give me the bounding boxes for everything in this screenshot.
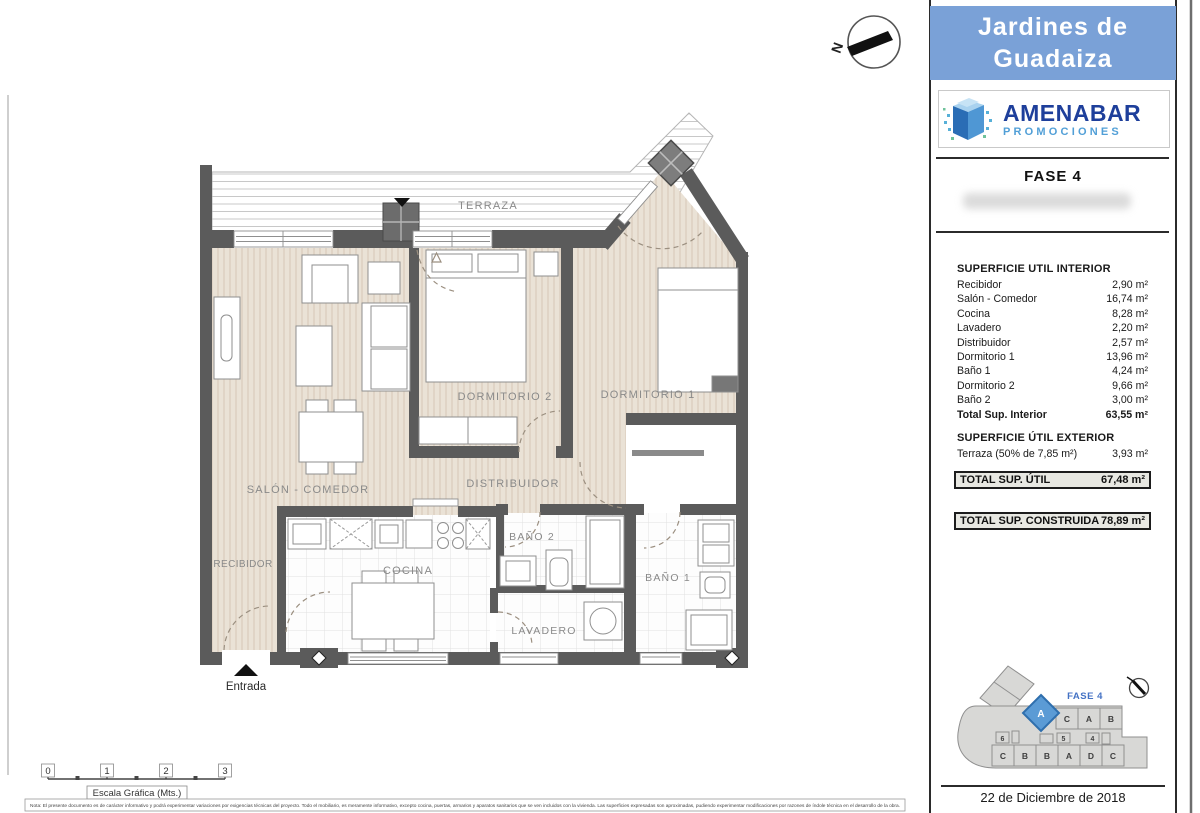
north-compass xyxy=(828,16,900,68)
room-label-dormitorio2: DORMITORIO 2 xyxy=(457,391,553,403)
total-construida-box xyxy=(954,512,1151,530)
row-label: Baño 1 xyxy=(957,365,991,378)
row-value: 16,74 m² xyxy=(1106,293,1148,306)
row-label: Salón - Comedor xyxy=(957,293,1038,306)
row-value: 2,57 m² xyxy=(1112,336,1148,349)
room-label-salon: SALÓN - COMEDOR xyxy=(246,484,370,496)
exterior-table-title: SUPERFICIE ÚTIL EXTERIOR xyxy=(957,432,1115,444)
table-row xyxy=(957,447,1148,461)
table-row xyxy=(957,336,1148,350)
unit-bottom-1: C xyxy=(999,751,1007,761)
compass-north-letter: N xyxy=(827,40,847,56)
total-util-box xyxy=(954,471,1151,489)
brand-name: AMENABAR xyxy=(1003,99,1142,126)
table-total-row xyxy=(957,408,1148,422)
disclaimer-text: Nota: El presente documento es de carácter informativo y podrá experimentar variaciones por exigencias técnicas del proyecto. Todo el mobiliario, es meramente informativo, excepto cocina, puertas, armarios y aparatos sanitarios que se ven incluidos con la vivienda. Las superficies expresadas son aproximadas, pudiendo experimentar modificaciones por razones de índole técnica en el desarrollo de la obra. xyxy=(30,804,902,809)
total-construida-value: 78,89 m² xyxy=(1100,515,1145,527)
separator-line xyxy=(936,231,1169,233)
room-label-distribuidor: DISTRIBUIDOR xyxy=(466,478,560,490)
table-row xyxy=(957,350,1148,364)
row-label: Distribuidor xyxy=(957,336,1011,349)
table-row xyxy=(957,292,1148,306)
row-value: 2,20 m² xyxy=(1112,322,1148,335)
highlighted-unit-letter: A xyxy=(1037,709,1045,720)
room-label-recibidor: RECIBIDOR xyxy=(213,559,273,570)
scale-tick-1: 1 xyxy=(104,766,110,777)
table-row xyxy=(957,278,1148,292)
total-construida-label: TOTAL SUP. CONSTRUIDA xyxy=(960,515,1100,527)
info-sidebar xyxy=(929,0,1177,813)
scale-tick-0: 0 xyxy=(45,766,51,777)
unit-bottom-5: D xyxy=(1087,751,1095,761)
room-label-bano1: BAÑO 1 xyxy=(645,572,691,584)
row-label: Dormitorio 2 xyxy=(957,379,1015,392)
exterior-surfaces-table xyxy=(957,432,1148,461)
row-label: Recibidor xyxy=(957,279,1002,291)
scale-tick-3: 3 xyxy=(222,766,228,777)
row-value: 8,28 m² xyxy=(1112,307,1148,320)
room-label-bano2: BAÑO 2 xyxy=(509,531,555,543)
floor-plan xyxy=(200,113,748,693)
total-util-value: 67,48 m² xyxy=(1100,474,1145,486)
table-row xyxy=(957,307,1148,321)
scale-bar xyxy=(42,764,232,799)
interior-surfaces-table xyxy=(957,263,1148,422)
table-row xyxy=(957,393,1148,407)
table-row xyxy=(957,364,1148,378)
row-label: Total Sup. Interior xyxy=(957,408,1047,421)
disclaimer-bar xyxy=(25,799,905,811)
entrance-marker xyxy=(226,664,267,693)
building-logo-icon xyxy=(939,94,997,144)
room-label-terraza: TERRAZA xyxy=(458,200,518,212)
row-value: 2,90 m² xyxy=(1112,279,1148,291)
compass-needle xyxy=(847,31,893,56)
developer-logo xyxy=(938,90,1170,148)
row-value: 9,66 m² xyxy=(1112,379,1148,392)
room-label-cocina: COCINA xyxy=(383,565,433,577)
unit-bottom-2: B xyxy=(1021,751,1029,761)
room-label-lavadero: LAVADERO xyxy=(511,625,577,637)
row-label: Dormitorio 1 xyxy=(957,351,1015,364)
project-title-line1: Jardines de xyxy=(978,13,1128,41)
row-value: 3,93 m² xyxy=(1112,448,1148,460)
row-value: 63,55 m² xyxy=(1105,408,1148,421)
phase-title: FASE 4 xyxy=(1024,168,1082,185)
unit-bottom-4: A xyxy=(1065,751,1073,761)
entrada-label: Entrada xyxy=(225,681,267,693)
project-title-line2: Guadaiza xyxy=(993,45,1113,73)
interior-table-title: SUPERFICIE UTIL INTERIOR xyxy=(957,263,1111,275)
row-label: Lavadero xyxy=(957,322,1002,335)
redacted-text-smudge xyxy=(963,193,1131,209)
row-value: 3,00 m² xyxy=(1112,394,1148,407)
unit-bottom-6: C xyxy=(1109,751,1117,761)
table-row xyxy=(957,379,1148,393)
row-label: Cocina xyxy=(957,307,990,320)
separator-line xyxy=(941,785,1165,787)
row-label: Baño 2 xyxy=(957,394,991,407)
level-number-4: 4 xyxy=(1090,736,1095,743)
unit-top-1: C xyxy=(1063,714,1071,724)
row-value: 4,24 m² xyxy=(1112,365,1148,378)
separator-line xyxy=(936,157,1169,159)
scale-tick-2: 2 xyxy=(163,766,169,777)
total-util-label: TOTAL SUP. ÚTIL xyxy=(960,474,1051,486)
row-value: 13,96 m² xyxy=(1106,351,1148,364)
table-row xyxy=(957,321,1148,335)
row-label: Terraza (50% de 7,85 m²) xyxy=(957,448,1078,460)
unit-bottom-3: B xyxy=(1043,751,1051,761)
room-label-dormitorio1: DORMITORIO 1 xyxy=(600,389,696,401)
document-date: 22 de Diciembre de 2018 xyxy=(980,790,1126,805)
unit-top-3: B xyxy=(1107,714,1115,724)
project-title xyxy=(930,6,1176,80)
unit-top-2: A xyxy=(1085,714,1093,724)
scale-bar-label: Escala Gráfica (Mts.) xyxy=(92,788,182,799)
level-number-5: 5 xyxy=(1061,736,1066,743)
developer-logo-text xyxy=(1003,101,1141,138)
site-plan-phase-label: FASE 4 xyxy=(1067,691,1103,702)
level-number-6: 6 xyxy=(1000,736,1005,743)
brand-subtitle: PROMOCIONES xyxy=(1003,125,1122,138)
